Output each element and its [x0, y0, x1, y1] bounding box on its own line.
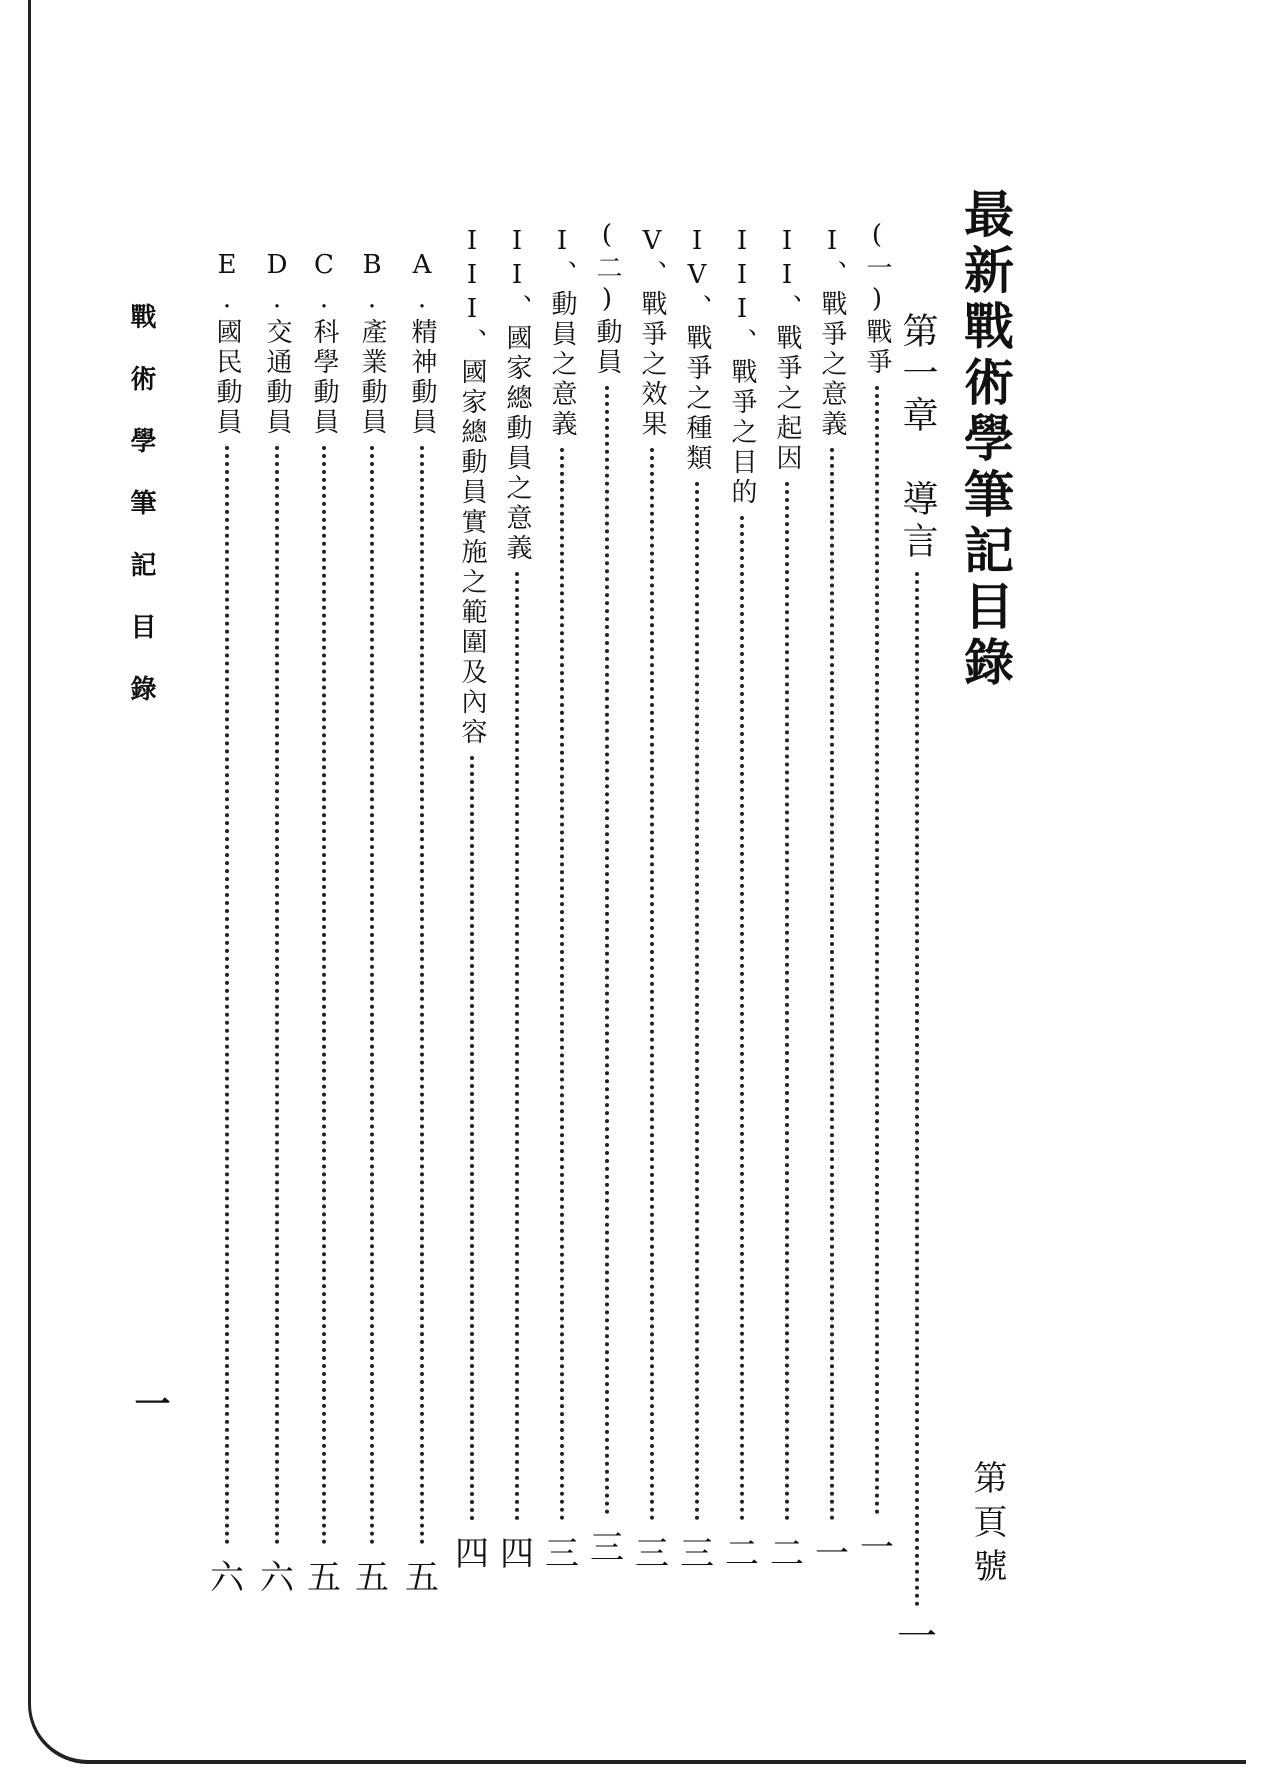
toc-entry-label: II、國家總動員之意義: [502, 226, 532, 564]
toc-dot-leader: [560, 448, 564, 1521]
toc-entry-page: 二: [725, 1534, 759, 1574]
toc-entry-label: E.國民動員: [212, 250, 242, 438]
toc-entry-label: II、戰爭之起因: [772, 226, 802, 474]
toc-entry-label: IV、戰爭之種類: [682, 226, 712, 474]
toc-dot-leader: [370, 446, 374, 1545]
toc-dot-leader: [515, 572, 519, 1521]
toc-entry-page: 六: [260, 1558, 294, 1598]
toc-entry-page: 三: [680, 1534, 714, 1574]
toc-dot-leader: [915, 572, 919, 1607]
toc-dot-leader: [322, 446, 326, 1545]
toc-entry-page: 一: [860, 1528, 894, 1568]
toc-entry: [207, 250, 247, 1598]
toc-entry: [542, 226, 582, 1574]
toc-entry-label: I、戰爭之意義: [817, 226, 847, 440]
toc-dot-leader: [830, 448, 834, 1521]
toc-entry: [812, 226, 852, 1574]
toc-entry-label: A.精神動員: [407, 250, 437, 438]
toc-entry: [632, 226, 672, 1574]
toc-entry-page: 四: [455, 1534, 489, 1574]
toc-entry-label: I、動員之意義: [547, 226, 577, 440]
toc-dot-leader: [650, 448, 654, 1521]
running-title: 戰術學筆記目錄: [126, 303, 156, 737]
toc-entry: [587, 220, 627, 1568]
toc-entry-page: 三: [635, 1534, 669, 1574]
page-number-header: 第頁號: [967, 1460, 1007, 1592]
toc-entry-label: 第一章 導言: [897, 312, 938, 564]
toc-dot-leader: [420, 446, 424, 1545]
toc-entry: [257, 250, 297, 1598]
toc-entry-label: C.科學動員: [309, 250, 339, 438]
toc-entry-label: III、國家總動員實施之範圍及內容: [457, 226, 487, 748]
toc-entry: [497, 226, 537, 1574]
toc-dot-leader: [225, 446, 229, 1545]
toc-dot-leader: [785, 482, 789, 1521]
toc-entry: [304, 250, 344, 1598]
toc-entry-page: 三: [545, 1534, 579, 1574]
toc-dot-leader: [740, 516, 744, 1521]
toc-entry-page: 一: [897, 1614, 937, 1660]
toc-entry-label: (一)戰爭: [862, 220, 892, 378]
toc-dot-leader: [695, 482, 699, 1521]
toc-entry-label: B.產業動員: [357, 250, 387, 438]
toc-dot-leader: [275, 446, 279, 1545]
document-title: 最新戰術學筆記目錄: [956, 188, 1015, 692]
toc-entry: [897, 312, 938, 1660]
toc-entry: [722, 226, 762, 1574]
toc-entry-page: 一: [815, 1534, 849, 1574]
toc-entry-label: (二)動員: [592, 220, 622, 378]
toc-entry: [352, 250, 392, 1598]
toc-dot-leader: [470, 756, 474, 1521]
toc-entry: [452, 226, 492, 1574]
toc-entry-page: 二: [770, 1534, 804, 1574]
toc-entry: [767, 226, 807, 1574]
toc-entry-page: 五: [405, 1558, 439, 1598]
toc-entry-label: D.交通動員: [262, 250, 292, 438]
toc-entry: [677, 226, 717, 1574]
toc-entry-page: 五: [355, 1558, 389, 1598]
toc-entry-label: III、戰爭之目的: [727, 226, 757, 508]
toc-entry: [402, 250, 442, 1598]
toc-entry-page: 五: [307, 1558, 341, 1598]
toc-entry-page: 四: [500, 1534, 534, 1574]
toc-dot-leader: [875, 386, 879, 1515]
toc-dot-leader: [605, 386, 609, 1515]
toc-entry-label: V、戰爭之效果: [637, 226, 667, 440]
toc-entry: [857, 220, 897, 1568]
folio-page-number: 一: [129, 1385, 171, 1421]
toc-entry-page: 三: [590, 1528, 624, 1568]
toc-entry-page: 六: [210, 1558, 244, 1598]
